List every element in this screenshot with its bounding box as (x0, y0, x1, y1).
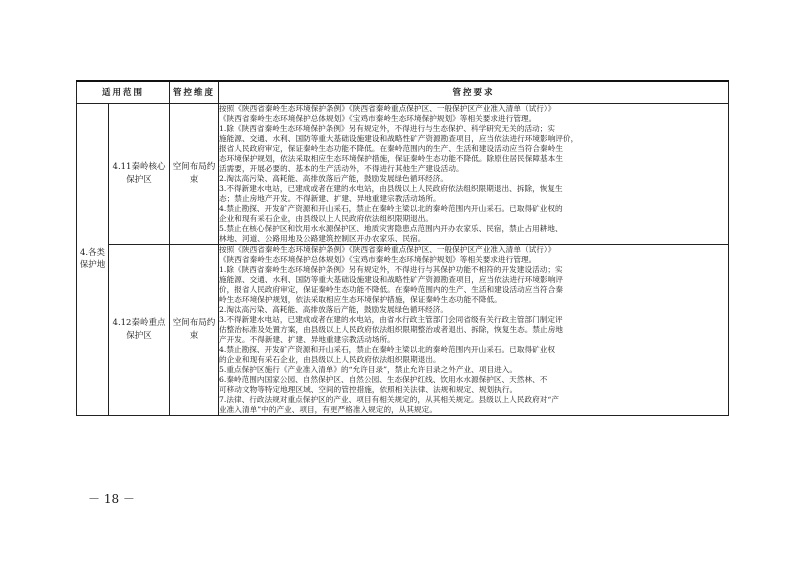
requirement-line: 5.禁止在核心保护区和饮用水水源保护区、地质灾害隐患点范围内开办农家乐、民宿，禁止占用耕地、 (219, 223, 563, 233)
requirements-cell (219, 244, 729, 415)
requirement-line: 业准入清单”中的产业、项目，有更严格准入规定的，从其规定。 (219, 404, 437, 414)
requirement-line: 可移动文物等特定地理区域、空间的管控措施，依照相关法律、法规和规定、规划执行。 (219, 384, 518, 394)
control-dimension: 空间布局约束 (170, 103, 219, 244)
requirement-line: 态；禁止房地产开发。不得新建、扩建、异地重建宗教活动场所。 (219, 193, 441, 203)
requirement-line: 企业和现有采石企业，由县级以上人民政府依法组织限期退出。 (219, 213, 434, 223)
requirement-line: 2.淘汰高污染、高耗能、高排放落后产能，鼓励发展绿色循环经济。 (219, 173, 449, 183)
requirement-line: 1.除《陕西省秦岭生态环境保护条例》另有规定外，不得进行与其保护功能不相符的开发建设活动；实 (219, 264, 563, 274)
requirement-line: 1.除《陕西省秦岭生态环境保护条例》另有规定外，不得进行与生态保护、科学研究无关的活动；实 (219, 123, 556, 133)
header-requirements: 管控要求 (219, 81, 729, 103)
requirement-line: 的企业和现有采石企业，由县级以上人民政府依法组织限期退出。 (219, 354, 441, 364)
requirement-line: 《陕西省秦岭生态环境保护总体规划》《宝鸡市秦岭生态环境保护规划》等相关要求进行管理。 (219, 113, 537, 123)
requirement-line: 按照《陕西省秦岭生态环境保护条例》《陕西省秦岭重点保护区、一般保护区产业准入清单（试行）》 (219, 244, 556, 254)
protected-area-group-label: 4.各类保护地 (77, 103, 109, 415)
requirement-line: 态环境保护规划，依法采取相应生态环境保护措施，保证秦岭生态功能不降低。除原住居民保障基本生 (219, 153, 563, 163)
requirements-cell (219, 103, 729, 244)
requirement-line: 林地、河道、公路用地及公路建筑控制区开办农家乐、民宿。 (219, 233, 426, 243)
requirement-line: 《陕西省秦岭生态环境保护总体规划》《宝鸡市秦岭生态环境保护规划》等相关要求进行管理。 (219, 254, 537, 264)
requirement-line: 5.重点保护区施行《产业准入清单》的“允许目录”，禁止允许目录之外产业、项目进入。 (219, 364, 518, 374)
requirement-line: 按照《陕西省秦岭生态环境保护条例》《陕西省秦岭重点保护区、一般保护区产业准入清单（试行）》 (219, 103, 556, 113)
requirement-line: 3.不得新建水电站，已建成或者在建的水电站，由省水行政主管部门会同省级有关行政主管部门制定评 (219, 314, 563, 324)
header-dimension: 管控维度 (170, 81, 219, 103)
requirement-line: 2.淘汰高污染、高耗能、高排放落后产能，鼓励发展绿色循环经济。 (219, 304, 449, 314)
requirement-line: 估整治标准及处置方案，由县级以上人民政府依法组织限期整治或者退出、拆除，恢复生态。禁止房地 (219, 324, 563, 334)
requirement-line: 产开发。不得新建、扩建、异地重建宗教活动场所。 (219, 334, 395, 344)
requirement-line: 6.秦岭范围内国家公园、自然保护区、自然公园、生态保护红线、饮用水水源保护区、天然林、不 (219, 374, 548, 384)
requirement-line: 4.禁止勘探、开发矿产资源和开山采石，禁止在秦岭主梁以北的秦岭范围内开山采石。已取得矿业权的 (219, 203, 563, 213)
table-header-row (77, 81, 729, 103)
requirement-line: 施能源、交通、水利、国防等重大基础设施建设和战略性矿产资源勘查项目，应当依法进行环境影响评价， (219, 133, 579, 143)
requirement-line: 3.不得新建水电站，已建成或者在建的水电站，由县级以上人民政府依法组织限期退出、拆除，恢复生 (219, 183, 563, 193)
requirement-line: 施能源、交通、水利、国防等重大基础设施建设和战略性矿产资源勘查项目，应当依法进行环境影响评 (219, 274, 563, 284)
page-number: － 18 － (88, 492, 135, 506)
requirement-line: 报省人民政府审定，保证秦岭生态功能不降低。在秦岭范围内的生产、生活和建设活动应当符合秦岭生 (219, 143, 563, 153)
table-row (77, 103, 729, 244)
area-name: 4.12秦岭重点保护区 (109, 244, 170, 415)
table-row (77, 244, 729, 415)
requirement-line: 活需要，开展必要的、基本的生产活动外，不得进行其他生产建设活动。 (219, 163, 464, 173)
header-scope: 适用范围 (77, 81, 170, 103)
control-dimension: 空间布局约束 (170, 244, 219, 415)
area-name: 4.11秦岭核心保护区 (109, 103, 170, 244)
requirement-line: 7.法律、行政法规对重点保护区的产业、项目有相关规定的，从其相关规定。县级以上人民政府对“产 (219, 394, 559, 404)
regulation-table (76, 80, 729, 416)
requirement-line: 4.禁止勘探、开发矿产资源和开山采石，禁止在秦岭主梁以北的秦岭范围内开山采石。已取得矿业权 (219, 344, 556, 354)
requirement-line: 岭生态环境保护规划，依法采取相应生态环境保护措施，保证秦岭生态功能不降低。 (219, 294, 502, 304)
requirement-line: 价，报省人民政府审定，保证秦岭生态功能不降低。在秦岭范围内的生产、生活和建设活动应当符合秦 (219, 284, 563, 294)
